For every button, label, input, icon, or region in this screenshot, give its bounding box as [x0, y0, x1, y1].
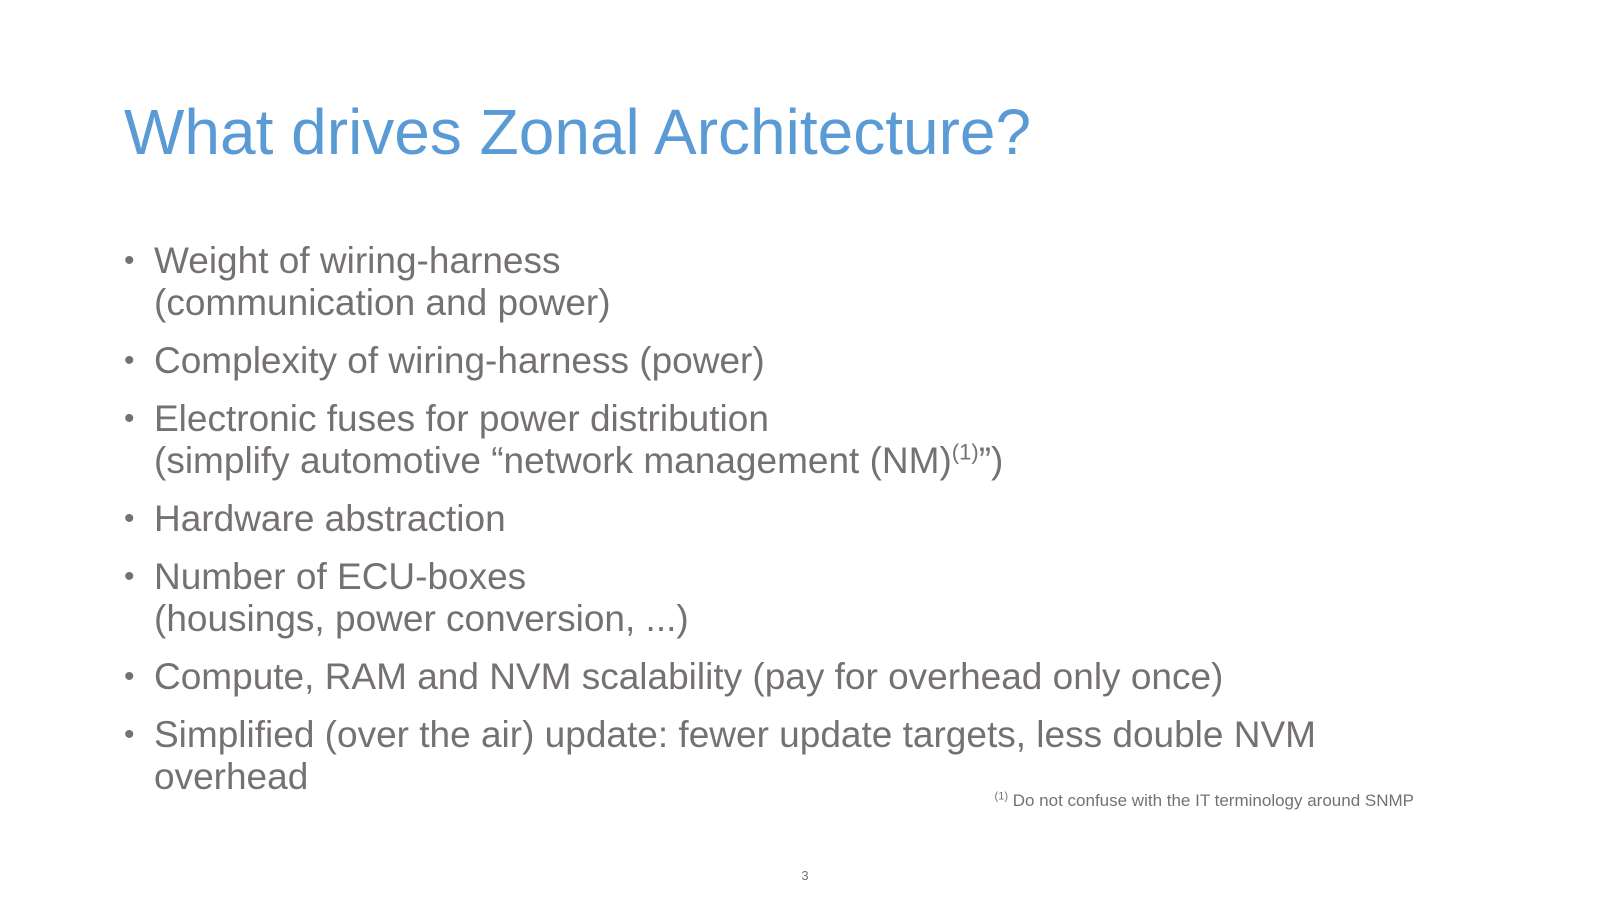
bullet-text-fragment: ”): [978, 440, 1004, 481]
bullet-item-ota-update: [122, 714, 1442, 798]
bullet-item-wiring-complexity: [122, 340, 1442, 382]
footnote-marker: (1): [994, 790, 1008, 803]
bullet-text: Electronic fuses for power distribution: [154, 398, 769, 439]
bullet-text-continuation: [154, 440, 1442, 482]
bullet-item-scalability: [122, 656, 1442, 698]
bullet-text-fragment: (simplify automotive “network management (NM): [154, 440, 952, 481]
bullet-text: Hardware abstraction: [154, 498, 506, 539]
bullet-text-continuation: (communication and power): [154, 282, 611, 323]
footnote: [995, 791, 1414, 811]
bullet-point: •: [124, 660, 135, 693]
bullet-text-continuation: (housings, power conversion, ...): [154, 598, 689, 639]
bullet-item-hardware-abstraction: [122, 498, 1442, 540]
bullet-text: Complexity of wiring-harness (power): [154, 340, 765, 381]
footnote-reference: (1): [951, 439, 979, 465]
bullet-text: Simplified (over the air) update: fewer update targets, less double NVM overhead: [154, 714, 1316, 797]
bullet-item-electronic-fuses: [122, 398, 1442, 482]
bullet-item-wiring-weight: [122, 240, 1442, 324]
bullet-point: •: [124, 718, 135, 751]
bullet-point: •: [124, 244, 135, 277]
slide-title: What drives Zonal Architecture?: [124, 96, 1032, 168]
bullet-point: •: [124, 560, 135, 593]
footnote-text: Do not confuse with the IT terminology around SNMP: [1008, 791, 1414, 810]
bullet-text: Compute, RAM and NVM scalability (pay for overhead only once): [154, 656, 1224, 697]
bullet-point: •: [124, 344, 135, 377]
bullet-point: •: [124, 402, 135, 435]
bullet-text: Number of ECU-boxes: [154, 556, 527, 597]
page-number: 3: [801, 868, 809, 883]
bullet-list: [122, 240, 1442, 814]
bullet-point: •: [124, 502, 135, 535]
bullet-text: Weight of wiring-harness: [154, 240, 561, 281]
bullet-item-ecu-boxes: [122, 556, 1442, 640]
